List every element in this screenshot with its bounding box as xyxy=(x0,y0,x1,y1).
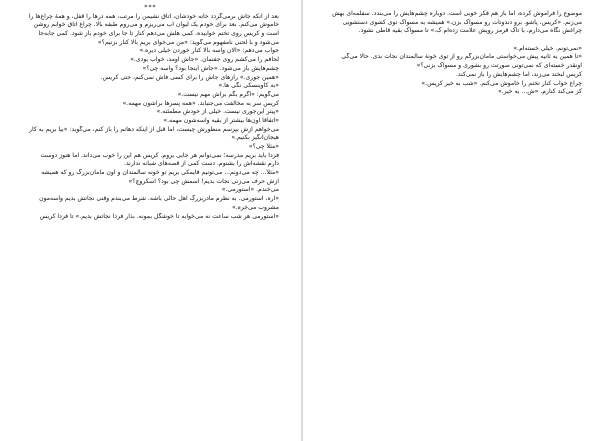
text-line: «مثلاً چی؟» xyxy=(248,143,279,150)
text-line: مشروب می‌خره.» xyxy=(231,203,279,211)
text-line: «همین جوری.» رازهای جاش را برای کسی فاش نمی‌کنم، حتی کریس. xyxy=(100,73,279,81)
text-line: ازش حرف می‌زنی نجات بدیم! اسمش چی بود؟ اسکروچ؟» xyxy=(128,177,279,185)
text-line: می‌زنم. «کریس، پاشو. برو دندونات رو مسواک بزن.» همیشه به مسواک توی کشوی دستشویی xyxy=(342,18,582,26)
text-line: اونقدر خسته‌ای که نمی‌تونی صورتت رو بشوری و مسواک بزنی؟» xyxy=(416,62,582,70)
text-line: می‌گویم: «اگرم بگم براش مهم نیست.» xyxy=(177,90,279,98)
text-line: جواب می‌دهم: «الان واسه بالا کنار خوردن خیلی دیره.» xyxy=(139,47,279,55)
text-line: کز می‌کند کنارم. «ش... به خیر.» xyxy=(497,88,582,96)
text-line: می‌خواهم ازش بپرسم منظورش چیست، اما قبل از اینکه دهانم را باز کنم، می‌گوید: «بیا بریم به کار xyxy=(29,125,279,133)
left-page xyxy=(0,0,301,441)
right-page xyxy=(303,0,604,441)
text-line: کریس سر به مخالفت می‌جنباند. «همه پسرها براشون مهمه.» xyxy=(122,99,279,107)
text-line: «مثلاً... چه می‌دونم... می‌تونیم قایمکی بریم تو خونه سالمندان و اون مامان‌بزرگ رو که همیشه xyxy=(41,169,279,177)
text-line: می‌خندم. «استورمی.» xyxy=(221,186,279,194)
text-line: خاموش می‌کنم. بعد برای خودم یک لیوان آب می‌ریزم و می‌روم طبقه بالا. چراغ اتاق خوابم روشن xyxy=(33,21,279,29)
right-page-text xyxy=(321,10,582,97)
left-page-text xyxy=(22,4,279,221)
text-line: موضوع را فراموش کرده، اما باز هم فکر خوبی است. دوباره چشم‌هایش را می‌بندد. سفلمه‌ای بهش xyxy=(332,10,582,17)
text-line: چشم‌هایش باز می‌شود. «جاش اینجا بود؟ واسه چی؟» xyxy=(142,64,279,72)
text-line: می‌شود و با لحنی نامفهوم می‌گوید: «من می‌خوای بریم بالا کنار بزنیم؟» xyxy=(97,38,279,46)
text-line: «اتفاقاً اون‌ها بیشتر از بقیه واسه‌شون مهمه.» xyxy=(163,116,279,124)
text-line: «نمی‌تونم. خیلی خسته‌ام.» xyxy=(513,44,582,52)
text-line: هیجان‌انگیز بکنیم.» xyxy=(231,134,279,142)
text-line: «آره، استورمی. به نظرم مادربزرگ اهل حالی باشه. شرط می‌بندم وقتی نجاتش بدیم واسه‌مون xyxy=(39,195,279,203)
section-break: *** xyxy=(144,4,157,11)
text-line: لحافم را می‌کشم روی جفتمان. «جاش اومد، خواب بودی.» xyxy=(130,56,279,64)
text-line: بعد از آنکه جاش برمی‌گردد خانه خودشان، اتاق نشیمن را مرتب، همه درها را قفل، و همهٔ چراغ‌ها را xyxy=(28,12,279,20)
text-line: کریس لبخند می‌زند، اما چشم‌هایش را باز نمی‌کند. xyxy=(455,70,582,78)
text-line: است و کریس روی تختم خوابیده. کمی هلش می‌دهم کنار تا جا برای خودم باز شود. کمی جابه‌جا xyxy=(38,30,279,38)
text-line: چراغ خواب کنار تختم را خاموش می‌کنم. «شب به خیر کریس.» xyxy=(421,79,582,87)
text-line: دارم نقشه‌اش را بشنوم. دست کمی از قصه‌های شبانه ندارند. xyxy=(123,160,279,168)
text-line: «به کاوینسکی نگی ها.» xyxy=(218,82,279,90)
text-line: چراغش نگاه می‌دارم، با تاک قرمز رویش علامت زده‌ام ک.» تا مسواک بقیه قاطی نشود. xyxy=(358,27,582,35)
blank-line xyxy=(321,36,582,45)
text-line: «پیتر این‌جوری نیست. خیلی از خودش مطمئنه.» xyxy=(156,108,279,116)
text-line: فردا باید بریم مدرسه؛ نمی‌توانم هر جایی بروم. کریس هم این را خوب می‌داند. اما هنوز دوست xyxy=(40,151,279,159)
text-line: «تا همین یه ثانیه پیش می‌خواستی مامان‌بزرگم رو از توی خونهٔ سالمندان نجات بدی. حالا می‌گی xyxy=(341,53,582,61)
text-line: «استورمی هر شب ساعت نه می‌خوابه تا خوشگل بمونه. بذار فردا نجاتش بدیم.» تا فردا کریس xyxy=(39,212,279,220)
